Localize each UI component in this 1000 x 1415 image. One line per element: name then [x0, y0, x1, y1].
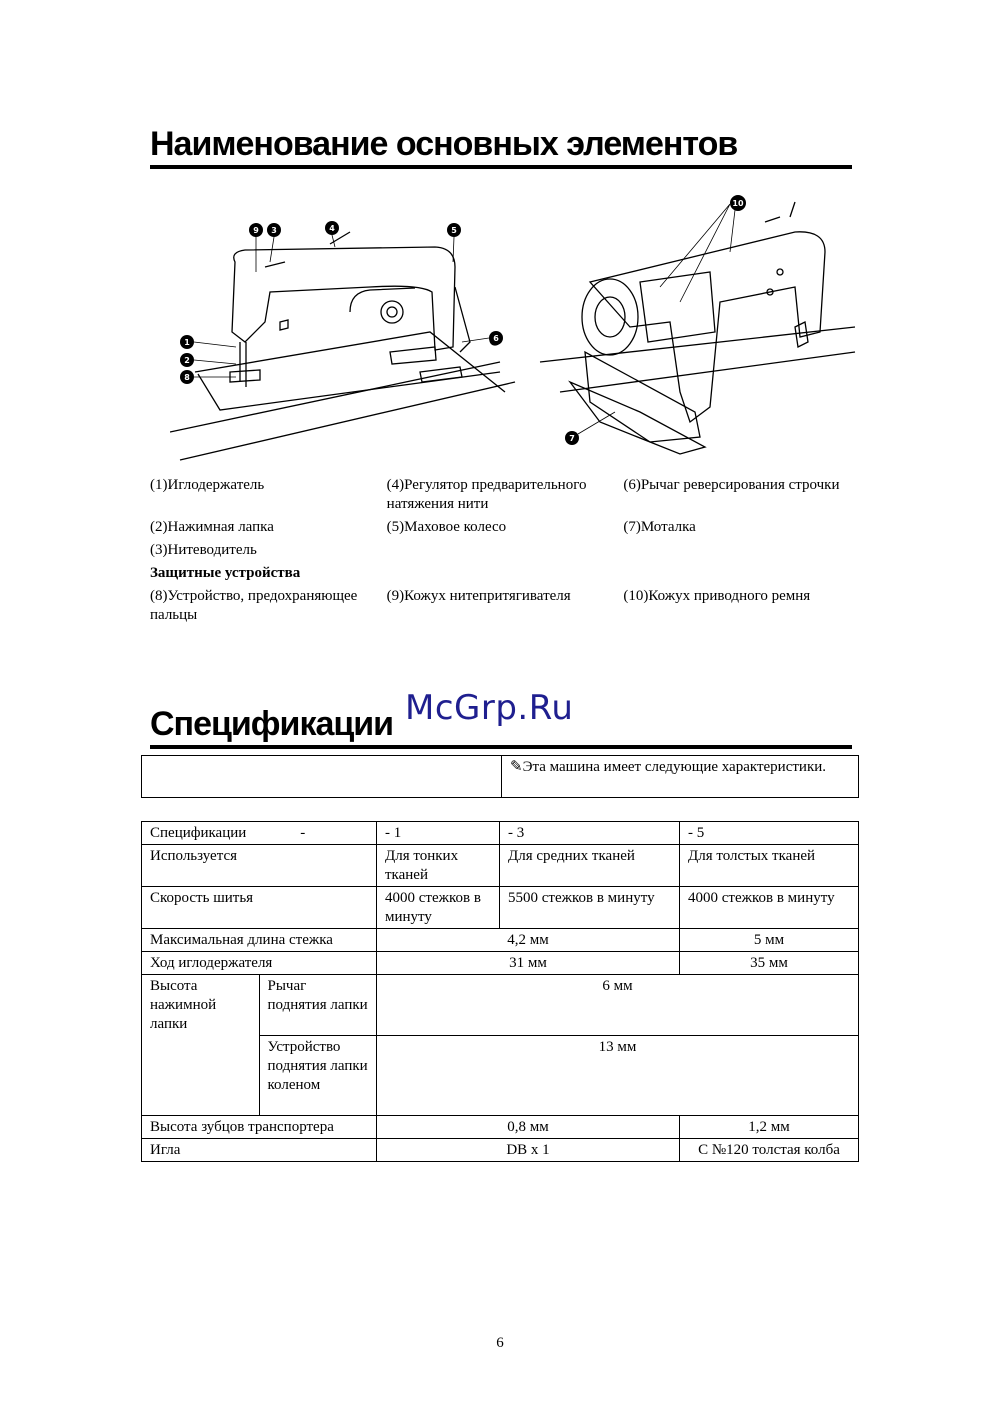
spec-table [141, 821, 859, 1162]
cell: 13 мм [377, 1036, 859, 1116]
part-pretension-regulator: (4)Регулятор предварительного натяжения нити [386, 477, 587, 512]
part-reverse-lever: (6)Рычаг реверсирования строчки [623, 477, 840, 493]
note-empty-cell [142, 756, 502, 798]
cell: Для средних тканей [500, 845, 680, 887]
parts-row [150, 541, 860, 560]
cell: 1,2 мм [680, 1116, 859, 1139]
parts-row [150, 476, 860, 514]
section-title-parts: Наименование основных элементов [150, 126, 852, 169]
sewing-machine-front-illustration [170, 192, 520, 462]
part-presser-foot: (2)Нажимная лапка [150, 519, 274, 535]
marker-2: 2 [184, 356, 190, 365]
note-icon: ✎ [510, 759, 523, 775]
parts-row [150, 518, 860, 537]
row-label: Игла [142, 1139, 377, 1162]
cell: 31 мм [377, 952, 680, 975]
part-thread-guide: (3)Нитеводитель [150, 542, 257, 558]
part-belt-cover: (10)Кожух приводного ремня [623, 588, 811, 604]
table-row [142, 887, 859, 929]
header-label-cell [142, 822, 377, 845]
sub-label: Устройство поднятия лапки коленом [259, 1036, 377, 1116]
note-text: Эта машина имеет следующие характеристики. [522, 759, 827, 775]
table-row [142, 1116, 859, 1139]
table-row [142, 1139, 859, 1162]
cell: 4000 стежков в минуту [680, 887, 859, 929]
row-label: Высота нажимной лапки [142, 975, 260, 1116]
cell: 6 мм [377, 975, 859, 1036]
parts-row [150, 587, 860, 625]
cell: Для тонких тканей [377, 845, 500, 887]
row-label: Высота зубцов транспортера [142, 1116, 377, 1139]
page-number: 6 [496, 1335, 504, 1351]
marker-4: 4 [329, 224, 335, 233]
marker-6: 6 [493, 334, 499, 343]
marker-5: 5 [451, 226, 457, 235]
row-label: Максимальная длина стежка [142, 929, 377, 952]
cell: 4,2 мм [377, 929, 680, 952]
header-dash: - [300, 825, 306, 841]
safety-devices-title: Защитные устройства [150, 565, 301, 581]
sub-label: Рычаг поднятия лапки [259, 975, 377, 1036]
table-row [142, 822, 859, 845]
note-cell [502, 756, 859, 798]
marker-9: 9 [253, 226, 259, 235]
header-label: Спецификации [150, 825, 247, 841]
watermark: McGrp.Ru [405, 688, 574, 728]
part-needle-bar: (1)Иглодержатель [150, 477, 265, 493]
marker-10: 10 [732, 199, 744, 208]
cell: 5 мм [680, 929, 859, 952]
table-row [142, 975, 859, 1036]
row-label: Скорость шитья [142, 887, 377, 929]
marker-7: 7 [569, 434, 575, 443]
cell: 0,8 мм [377, 1116, 680, 1139]
header-model-5: - 5 [680, 822, 859, 845]
cell: DB x 1 [377, 1139, 680, 1162]
parts-list [150, 476, 860, 629]
marker-8: 8 [184, 373, 190, 382]
table-row [142, 845, 859, 887]
row-label: Используется [142, 845, 377, 887]
header-model-1: - 1 [377, 822, 500, 845]
part-bobbin-winder: (7)Моталка [623, 519, 696, 535]
part-finger-guard: (8)Устройство, предохраняющее пальцы [150, 588, 358, 623]
cell: 5500 стежков в минуту [500, 887, 680, 929]
part-takeup-cover: (9)Кожух нитепритягивателя [386, 588, 571, 604]
cell: С №120 толстая колба [680, 1139, 859, 1162]
marker-3: 3 [271, 226, 277, 235]
cell: Для толстых тканей [680, 845, 859, 887]
marker-1: 1 [184, 338, 190, 347]
table-row [142, 952, 859, 975]
part-handwheel: (5)Маховое колесо [386, 519, 507, 535]
row-label: Ход иглодержателя [142, 952, 377, 975]
section-title-specs: Спецификации [150, 706, 852, 749]
cell: 4000 стежков в минуту [377, 887, 500, 929]
note-table [141, 755, 859, 798]
header-model-3: - 3 [500, 822, 680, 845]
cell: 35 мм [680, 952, 859, 975]
sewing-machine-rear-illustration [530, 192, 865, 462]
table-row [142, 929, 859, 952]
